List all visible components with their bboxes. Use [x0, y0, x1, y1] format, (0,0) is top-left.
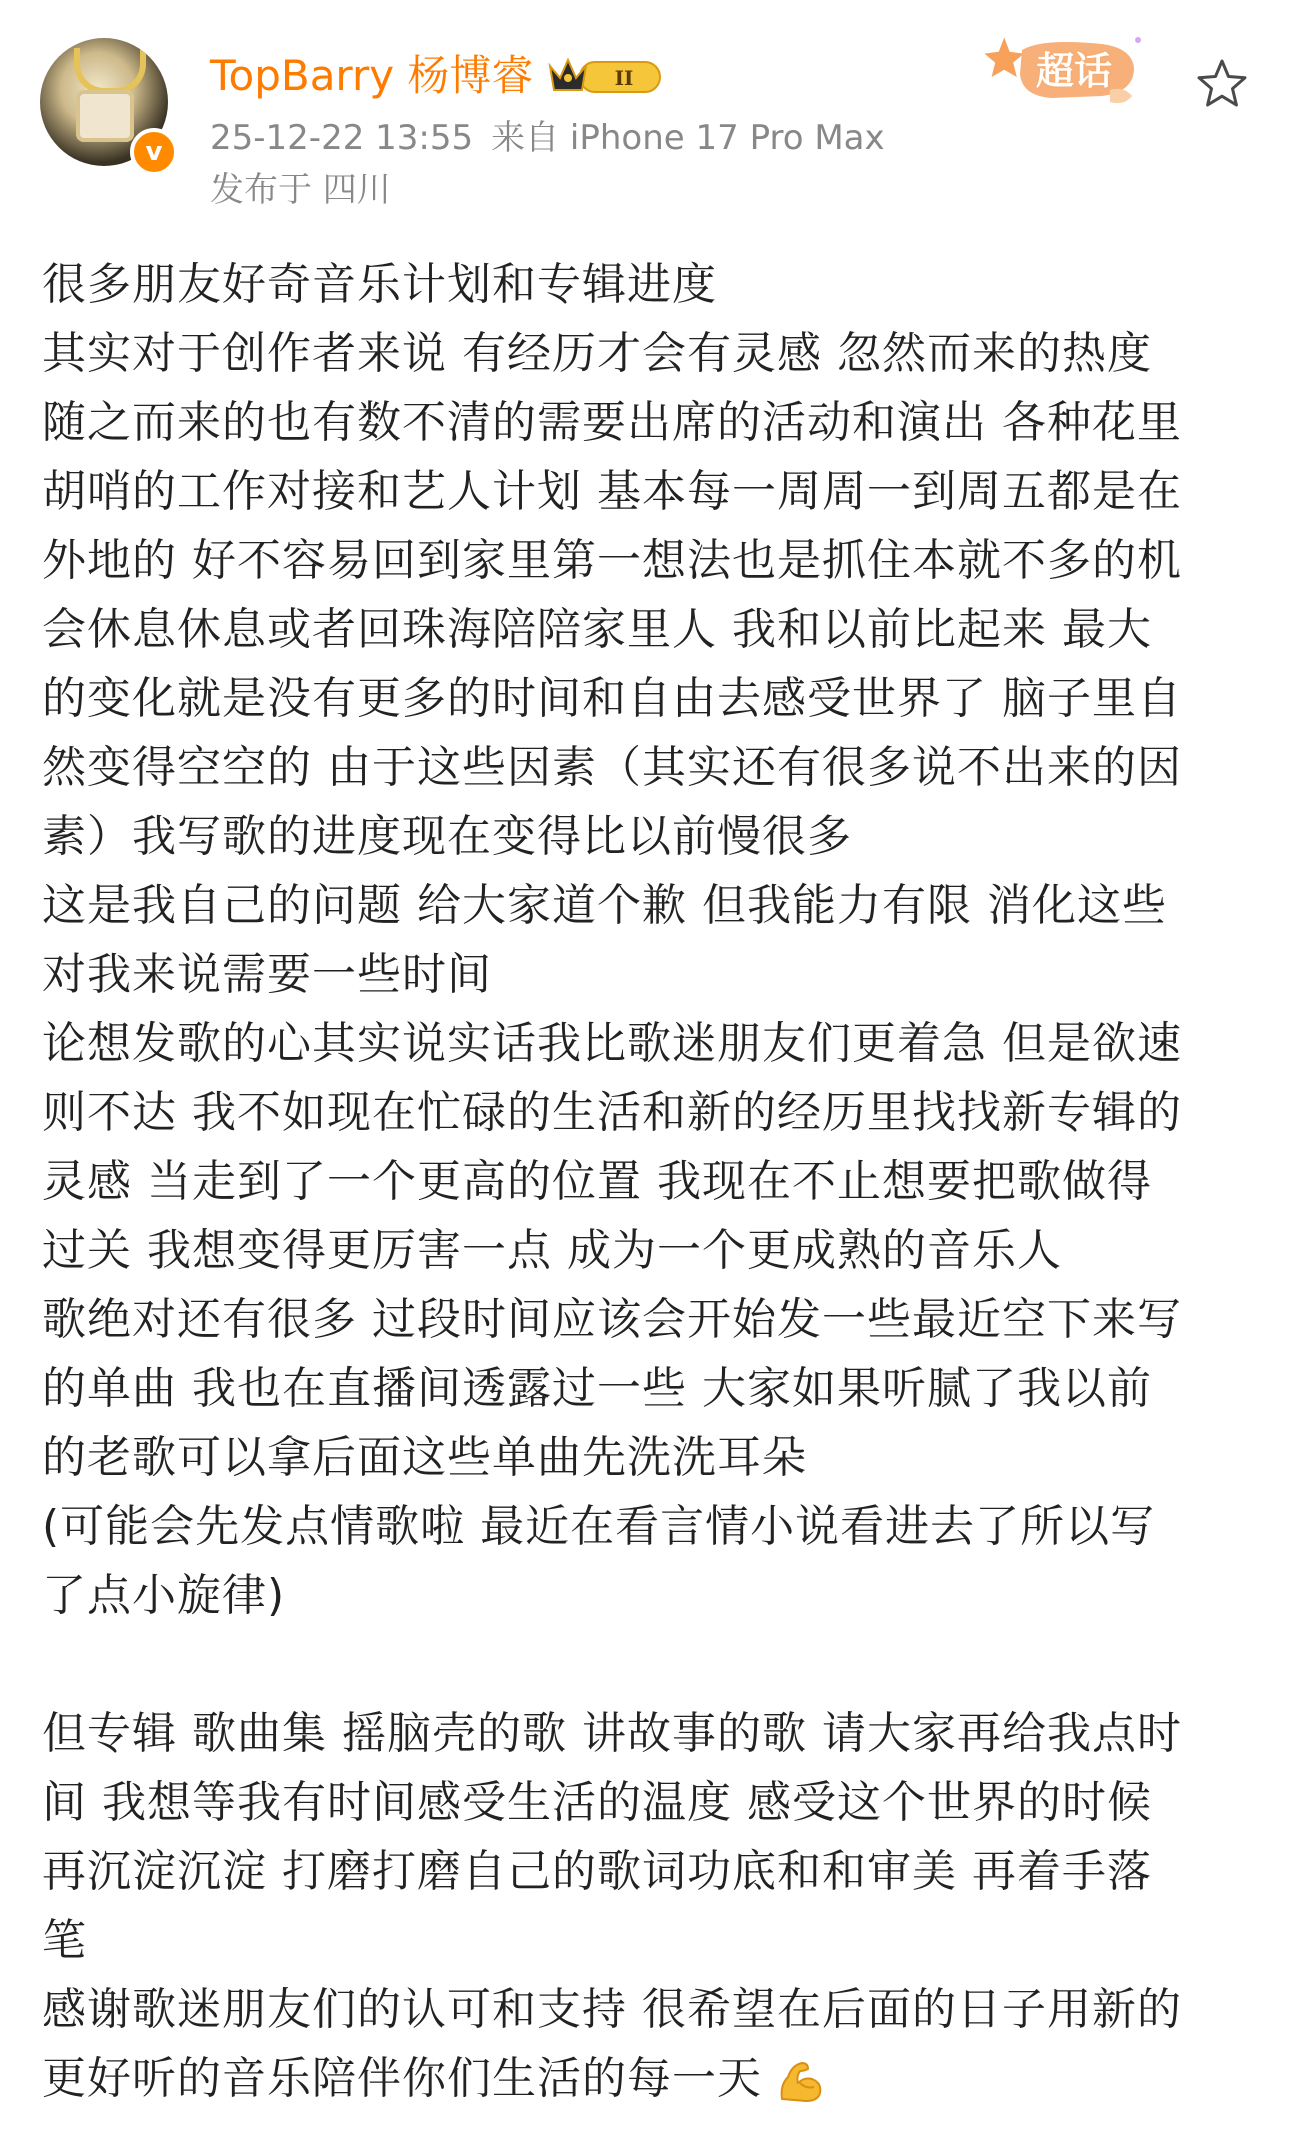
vip-crown-icon[interactable]: [546, 54, 664, 98]
post-line: 过关 我想变得更厉害一点 成为一个更成熟的音乐人: [42, 1225, 1062, 1276]
post-line: 的单曲 我也在直播间透露过一些 大家如果听腻了我以前: [42, 1363, 1152, 1414]
supertopic-label[interactable]: 超话: [1036, 49, 1113, 93]
vip-level-text: II: [614, 66, 634, 90]
post-line: 感谢歌迷朋友们的认可和支持 很希望在后面的日子用新的: [42, 1984, 1182, 2035]
post-line: 笔: [42, 1915, 87, 1966]
post-line: 论想发歌的心其实说实话我比歌迷朋友们更着急 但是欲速: [42, 1018, 1182, 1069]
post-blank-line: [42, 1630, 1252, 1699]
post-body: [42, 250, 1252, 2113]
post-line: 间 我想等我有时间感受生活的温度 感受这个世界的时候: [42, 1777, 1152, 1828]
verified-icon: v: [130, 128, 178, 176]
post-line: 素）我写歌的进度现在变得比以前慢很多: [42, 811, 852, 862]
avatar-chain-graphic: [74, 48, 146, 94]
post-line: 再沉淀沉淀 打磨打磨自己的歌词功底和和审美 再着手落: [42, 1846, 1152, 1897]
avatar-pendant-graphic: [76, 90, 134, 142]
post-line: 其实对于创作者来说 有经历才会有灵感 忽然而来的热度: [42, 328, 1152, 379]
author-name[interactable]: TopBarry 杨博睿: [210, 51, 534, 100]
post-source: 来自 iPhone 17 Pro Max: [491, 118, 885, 158]
post-line: 则不达 我不如现在忙碌的生活和新的经历里找找新专辑的: [42, 1087, 1182, 1138]
post-line: 随之而来的也有数不清的需要出席的活动和演出 各种花里: [42, 397, 1182, 448]
post-line: 但专辑 歌曲集 摇脑壳的歌 讲故事的歌 请大家再给我点时: [42, 1708, 1182, 1759]
post-date: 25-12-22 13:55: [210, 118, 474, 158]
post-location: 发布于 四川: [210, 170, 391, 210]
post-line: 歌绝对还有很多 过段时间应该会开始发一些最近空下来写: [42, 1294, 1182, 1345]
post-line: 这是我自己的问题 给大家道个歉 但我能力有限 消化这些: [42, 880, 1167, 931]
post-line: 胡哨的工作对接和艺人计划 基本每一周周一到周五都是在: [42, 466, 1182, 517]
post-line: 的老歌可以拿后面这些单曲先洗洗耳朵: [42, 1432, 807, 1483]
post-line: 会休息休息或者回珠海陪陪家里人 我和以前比起来 最大: [42, 604, 1152, 655]
post-line: 很多朋友好奇音乐计划和专辑进度: [42, 259, 717, 310]
post-header: [0, 0, 1290, 230]
star-icon[interactable]: [1194, 56, 1250, 112]
post-last-line: [42, 2044, 1252, 2113]
post-line: 了点小旋律): [42, 1570, 286, 1621]
post-meta: [210, 116, 885, 160]
post-line: (可能会先发点情歌啦 最近在看言情小说看进去了所以写: [42, 1501, 1156, 1552]
post-line: 然变得空空的 由于这些因素（其实还有很多说不出来的因: [42, 742, 1182, 793]
post-line: 的变化就是没有更多的时间和自由去感受世界了 脑子里自: [42, 673, 1182, 724]
post-line: 灵感 当走到了一个更高的位置 我现在不止想要把歌做得: [42, 1156, 1152, 1207]
post-line-text: 更好听的音乐陪伴你们生活的每一天: [42, 2053, 762, 2104]
flexed-biceps-icon: [774, 2055, 826, 2107]
post-line: 对我来说需要一些时间: [42, 949, 492, 1000]
post-line: 外地的 好不容易回到家里第一想法也是抓住本就不多的机: [42, 535, 1182, 586]
